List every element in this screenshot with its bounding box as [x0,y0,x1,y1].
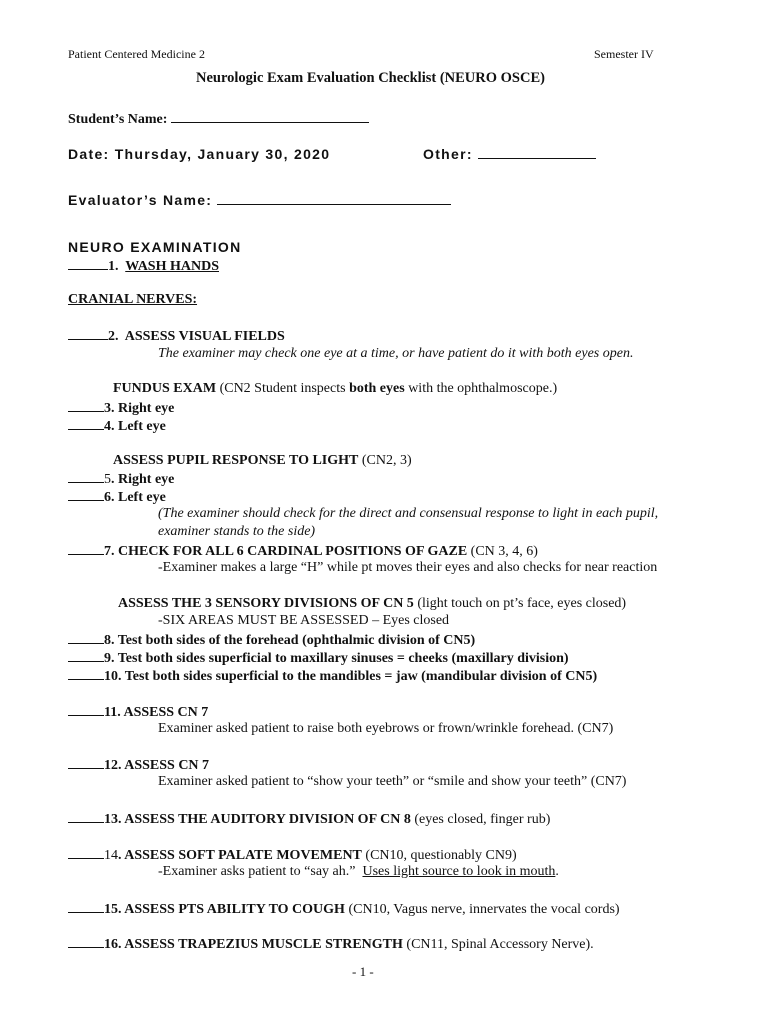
item-cardinal-gaze: 7. CHECK FOR ALL 6 CARDINAL POSITIONS OF GAZE (CN 3, 4, 6) [68,542,538,560]
pupil-note-1: (The examiner should check for the direct and consensual response to light in each pupil, [158,506,659,521]
check-blank[interactable] [68,417,104,430]
check-blank[interactable] [68,649,104,662]
other-blank[interactable] [478,146,596,159]
other-field [423,146,596,162]
student-name-blank[interactable] [171,110,369,123]
item-wash-hands: 1. WASH HANDS [68,257,219,275]
check-blank[interactable] [68,542,104,555]
cardinal-gaze-note: -Examiner makes a large “H” while pt moves their eyes and also checks for near reaction [158,560,658,575]
check-blank[interactable] [68,703,104,716]
check-blank[interactable] [68,935,104,948]
check-blank[interactable] [68,257,108,270]
item-right-eye-pupil: 5. Right eye [68,470,174,488]
item-forehead: 8. Test both sides of the forehead (ophthalmic division of CN5) [68,631,475,649]
check-blank[interactable] [68,900,104,913]
item-trapezius: 16. ASSESS TRAPEZIUS MUSCLE STRENGTH (CN11, Spinal Accessory Nerve). [68,935,594,953]
sensory-note: -SIX AREAS MUST BE ASSESSED – Eyes closed [158,613,450,628]
check-blank[interactable] [68,631,104,644]
fundus-heading: FUNDUS EXAM (CN2 Student inspects both eyes with the ophthalmoscope.) [113,381,558,396]
student-name-label: Student’s Name: [68,112,168,127]
check-blank[interactable] [68,399,104,412]
check-blank[interactable] [68,667,104,680]
date-line: Date: Thursday, January 30, 2020 [68,146,331,162]
pupil-note-2: examiner stands to the side) [158,524,316,539]
cn7-forehead-note: Examiner asked patient to raise both eyebrows or frown/wrinkle forehead. (CN7) [158,721,614,736]
header-left: Patient Centered Medicine 2 [68,47,205,61]
page-title: Neurologic Exam Evaluation Checklist (NEURO OSCE) [196,70,545,86]
item-cheeks: 9. Test both sides superficial to maxillary sinuses = cheeks (maxillary division) [68,649,569,667]
item-cn7-forehead: 11. ASSESS CN 7 [68,703,208,721]
item-cn7-teeth: 12. ASSESS CN 7 [68,756,209,774]
visual-fields-note: The examiner may check one eye at a time, or have patient do it with both eyes open. [158,346,634,361]
evaluator-field [68,192,451,208]
check-blank[interactable] [68,756,104,769]
item-left-eye-pupil: 6. Left eye [68,488,166,506]
item-left-eye-fundus: 4. Left eye [68,417,166,435]
item-cough: 15. ASSESS PTS ABILITY TO COUGH (CN10, Vagus nerve, innervates the vocal cords) [68,900,620,918]
check-blank[interactable] [68,470,104,483]
item-auditory: 13. ASSESS THE AUDITORY DIVISION OF CN 8 (eyes closed, finger rub) [68,810,550,828]
item-right-eye-fundus: 3. Right eye [68,399,174,417]
check-blank[interactable] [68,488,104,501]
evaluator-blank[interactable] [217,192,451,205]
check-blank[interactable] [68,327,108,340]
evaluator-label: Evaluator’s Name: [68,192,213,208]
pupil-heading: ASSESS PUPIL RESPONSE TO LIGHT (CN2, 3) [113,453,412,468]
item-visual-fields: 2. ASSESS VISUAL FIELDS [68,327,285,345]
check-blank[interactable] [68,846,104,859]
item-jaw: 10. Test both sides superficial to the mandibles = jaw (mandibular division of CN5) [68,667,597,685]
soft-palate-note: -Examiner asks patient to “say ah.” Uses light source to look in mouth. [158,864,559,879]
page-number: - 1 - [352,964,374,979]
item-soft-palate: 14. ASSESS SOFT PALATE MOVEMENT (CN10, questionably CN9) [68,846,517,864]
cn7-teeth-note: Examiner asked patient to “show your teeth” or “smile and show your teeth” (CN7) [158,774,627,789]
other-label: Other: [423,146,473,162]
section-heading: NEURO EXAMINATION [68,239,242,255]
cranial-nerves-heading: CRANIAL NERVES: [68,292,198,307]
check-blank[interactable] [68,810,104,823]
student-name-field [68,110,369,128]
header-right: Semester IV [594,47,654,61]
sensory-heading: ASSESS THE 3 SENSORY DIVISIONS OF CN 5 (light touch on pt’s face, eyes closed) [118,596,627,611]
